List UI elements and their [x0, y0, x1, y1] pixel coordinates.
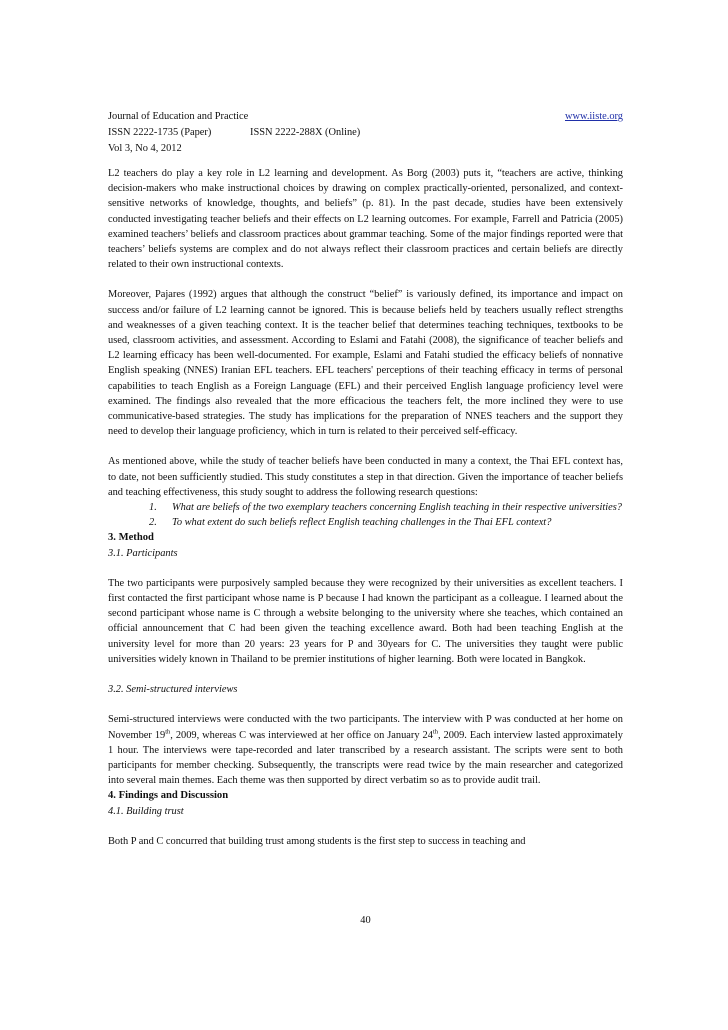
- superscript: th: [432, 728, 438, 736]
- subsection-heading: 3.2. Semi-structured interviews: [108, 684, 238, 696]
- text-run: , 2009, whereas C was interviewed at her office on January 24: [170, 729, 433, 741]
- text-run: Semi-structured interviews were conducted with the two participants. The interview with P was conducted at her home on November 19: [108, 714, 623, 741]
- subsection-heading: 4.1. Building trust: [108, 805, 184, 817]
- page-number: 40: [360, 915, 371, 926]
- question-number: 1.: [149, 502, 157, 514]
- paragraph: L2 teachers do play a key role in L2 learning and development. As Borg (2003) puts it, “teachers are active, thinking decision-makers who make instructional choices by drawing on complex practically-oriented, personalized, and context-sensitive networks of knowledge, thoughts, and beliefs” (p. 81). In the past decade, studies have been extensively conducted investigating teacher beliefs and their effects on L2 learning outcomes. For example, Farrell and Patricia (2005) examined teachers’ beliefs and classroom practices about grammar teaching. Some of the major findings reported were that teachers’ beliefs systems are complex and do not always reflect their classroom practices and certain beliefs are directly related to their own instructional contexts.: [108, 168, 623, 271]
- question-text: To what extent do such beliefs reflect English teaching challenges in the Thai EFL context?: [172, 517, 552, 529]
- subsection-heading: 3.1. Participants: [108, 547, 178, 559]
- paragraph: The two participants were purposively sampled because they were recognized by their universities as excellent teachers. I first contacted the first participant whose name is P because I had known the participant as a colleague. I learned about the second participant whose name is C through a website belonging to the university where she teaches, which contained an official announcement that C had been given the teaching excellence award. Both had been teaching English at the university level for more than 20 years: 23 years for P and 30years for C. The universities they taught were public universities widely known in Thailand to be premier institutions of higher learning. Both were located in Bangkok.: [108, 577, 623, 665]
- superscript: th: [165, 728, 171, 736]
- issn-row: [108, 125, 623, 140]
- section-heading: 4. Findings and Discussion: [108, 790, 229, 802]
- paragraph: Both P and C concurred that building trust among students is the first step to success in teaching and: [108, 835, 526, 847]
- paragraph: As mentioned above, while the study of teacher beliefs have been conducted in many a context, the Thai EFL context has, to date, not been sufficiently studied. This study constitutes a step in that direction. Given the importance of teacher beliefs and teaching effectiveness, this study sought to address the following research questions:: [108, 456, 623, 498]
- research-question: [149, 500, 623, 515]
- question-number: 2.: [149, 517, 157, 529]
- paragraph: Moreover, Pajares (1992) argues that although the construct “belief” is variously defined, its importance and impact on success and/or failure of L2 learning cannot be ignored. This is because beliefs held by teachers usually reflect strengths and weaknesses of a given teaching context. It is the teacher belief that determines teaching techniques, textbooks to be used, classroom activities, and assessment. According to Eslami and Fatahi (2008), the significance of teacher beliefs and L2 learning efficacy has been well-documented. For example, Eslami and Fatahi studied the efficacy beliefs of nonnative English speaking (NNES) Iranian EFL teachers. EFL teachers' perceptions of their teaching efficacy in terms of personal capabilities to teach English as a Foreign Language (EFL) and their perceived English language proficiency level were examined. The findings also revealed that the more efficacious the teachers felt, the more inclined they were to use communicative-based strategies. The study has implications for the preparation of NNES teachers and the support they need to develop their language proficiency, which in turn is related to their perceived self-efficacy.: [108, 289, 623, 438]
- issn-online: ISSN 2222-288X (Online): [250, 127, 361, 138]
- paper-body: [108, 166, 623, 849]
- text-run: , 2009. Each interview lasted approximately 1 hour. The interviews were tape-recorded and later transcribed by a research assistant. The scripts were sent to both participants for member checking. Subsequently, the transcripts were read twice by the main researcher and categorized into several main themes. Each theme was then supported by direct verbatim so as to provide audit trail.: [108, 729, 623, 787]
- question-text: What are beliefs of the two exemplary teachers concerning English teaching in their respective universities?: [172, 502, 622, 514]
- volume-info: Vol 3, No 4, 2012: [108, 143, 182, 154]
- journal-url-link[interactable]: www.iiste.org: [564, 111, 623, 122]
- header-row: [108, 109, 623, 124]
- issn-paper: ISSN 2222-1735 (Paper): [108, 127, 212, 138]
- journal-title: Journal of Education and Practice: [108, 111, 249, 122]
- paragraph: [108, 712, 623, 788]
- research-question: [149, 515, 623, 530]
- section-heading: 3. Method: [108, 532, 154, 544]
